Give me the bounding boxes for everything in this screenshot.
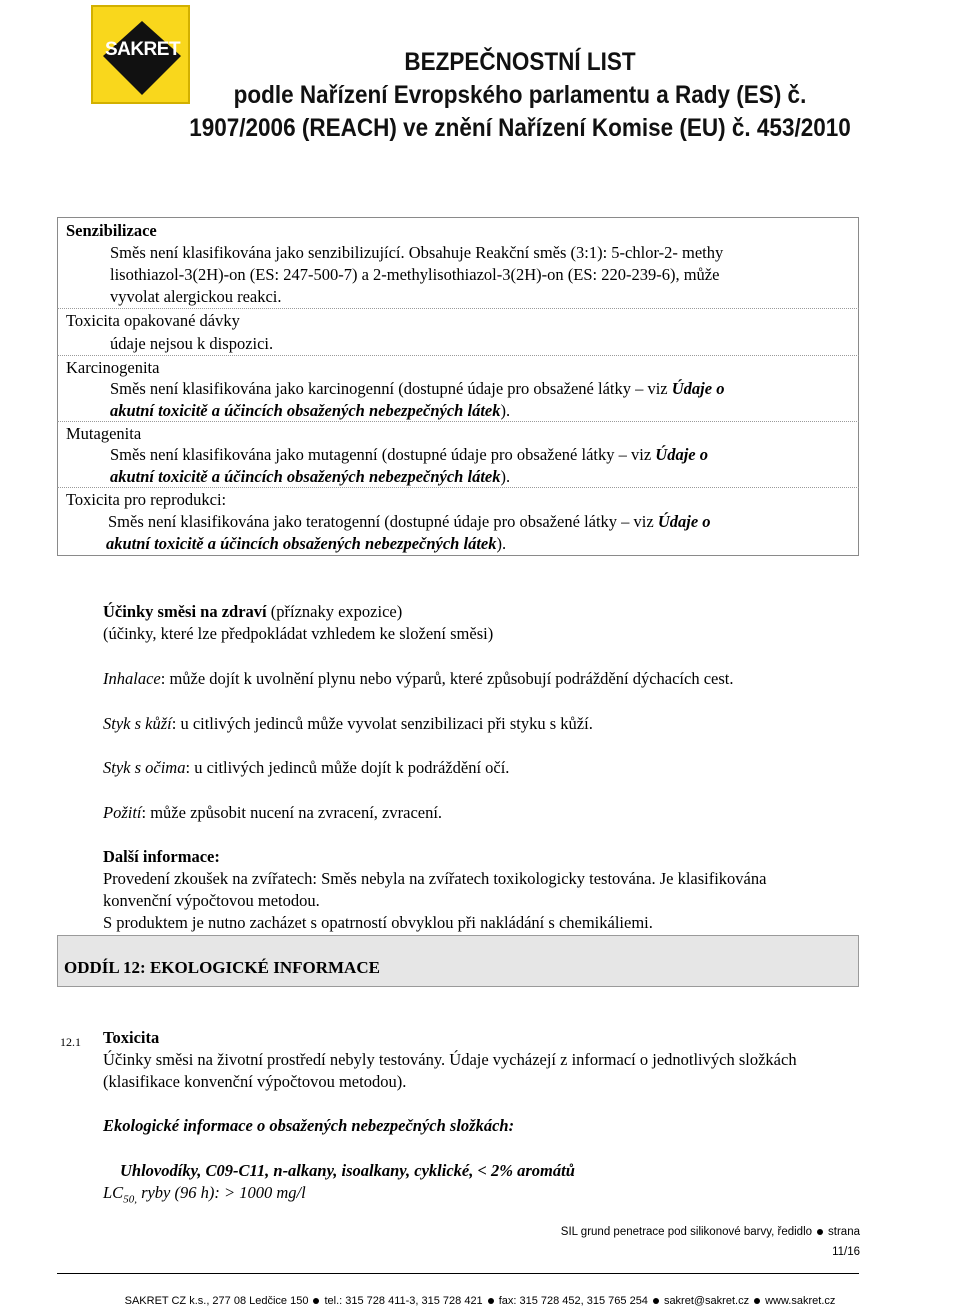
- more-info-text: Provedení zkoušek na zvířatech: Směs nebyla na zvířatech toxikologicky testována. Je klasifikována: [103, 869, 767, 888]
- repeated-dose-text: údaje nejsou k dispozici.: [110, 334, 274, 353]
- more-info-text: konvenční výpočtovou metodou.: [103, 891, 320, 910]
- reproduction-text: akutní toxicitě a účincích obsažených nebezpečných látek).: [106, 534, 507, 553]
- inhalation-text: Inhalace: může dojít k uvolnění plynu nebo výparů, které způsobují podráždění dýchacích cest.: [103, 669, 734, 688]
- toxicity-text: Účinky směsi na životní prostředí nebyly testovány. Údaje vycházejí z informací o jednotlivých složkách: [103, 1050, 797, 1069]
- sensitization-text: lisothiazol-3(2H)-on (ES: 247-500-7) a 2-methylisothiazol-3(2H)-on (ES: 220-239-6), může: [110, 265, 720, 284]
- repeated-dose-title: Toxicita opakované dávky: [66, 311, 240, 330]
- mutagenicity-text: akutní toxicitě a účincích obsažených nebezpečných látek).: [110, 467, 511, 486]
- mutagenicity-title: Mutagenita: [66, 424, 142, 443]
- bullet-icon: [653, 1298, 659, 1304]
- reproduction-title: Toxicita pro reprodukci:: [66, 490, 227, 509]
- subsection-number: 12.1: [60, 1035, 81, 1049]
- title-line-1: BEZPEČNOSTNÍ LIST: [404, 48, 636, 76]
- lc50-value: $LC_{50,}$ ryby (96 h): > 1000 mg/l: [103, 1183, 306, 1206]
- section-12-header: [57, 935, 859, 987]
- carcinogenicity-text: Směs není klasifikována jako karcinogenní (dostupné údaje pro obsažené látky – viz Údaje o: [110, 379, 725, 398]
- sensitization-title: Senzibilizace: [66, 221, 157, 240]
- footer-divider: [57, 1273, 859, 1274]
- mutagenicity-text: Směs není klasifikována jako mutagenní (dostupné údaje pro obsažené látky – viz Údaje o: [110, 445, 708, 464]
- footer-document-name: SIL grund penetrace pod silikonové barvy, ředidlo strana: [560, 1226, 860, 1238]
- footer-page-number: 11/16: [832, 1246, 860, 1258]
- ingestion-text: Požití: může způsobit nucení na zvracení, zvracení.: [103, 803, 443, 822]
- table-divider: [57, 308, 859, 309]
- title-line-2: podle Nařízení Evropského parlamentu a Rady (ES) č.: [233, 81, 807, 109]
- section-12-title: ODDÍL 12: EKOLOGICKÉ INFORMACE: [64, 958, 380, 977]
- carcinogenicity-title: Karcinogenita: [66, 358, 160, 377]
- health-effects-title: Účinky směsi na zdraví (příznaky expozice): [103, 602, 403, 621]
- logo-text: SAKRET: [104, 39, 181, 60]
- table-divider: [57, 355, 859, 356]
- bullet-icon: [313, 1298, 319, 1304]
- sakret-logo: [91, 5, 190, 104]
- title-line-3: 1907/2006 (REACH) ve znění Nařízení Komise (EU) č. 453/2010: [189, 114, 851, 142]
- carcinogenicity-text: akutní toxicitě a účincích obsažených nebezpečných látek).: [110, 401, 511, 420]
- health-effects-subtitle: (účinky, které lze předpokládat vzhledem ke složení směsi): [103, 624, 494, 643]
- more-info-text: S produktem je nutno zacházet s opatrností obvyklou při nakládání s chemikáliemi.: [103, 913, 653, 932]
- toxicity-text: (klasifikace konvenční výpočtovou metodou).: [103, 1072, 407, 1091]
- skin-contact-text: Styk s kůží: u citlivých jedinců může vyvolat senzibilizaci při styku s kůží.: [103, 714, 593, 733]
- eco-components-title: Ekologické informace o obsažených nebezpečných složkách:: [103, 1116, 515, 1135]
- toxicity-title: Toxicita: [103, 1028, 160, 1047]
- footer-contact: SAKRET CZ k.s., 277 08 Ledčice 150 tel.: 315 728 411-3, 315 728 421 fax: 315 728 452, 315 765 254 sakret@sakret.cz www.sakret.cz: [124, 1295, 836, 1307]
- document-title: [187, 46, 853, 145]
- sensitization-text: Směs není klasifikována jako senzibilizující. Obsahuje Reakční směs (3:1): 5-chlor-2- methy: [110, 243, 724, 262]
- more-info-title: Další informace:: [103, 847, 220, 866]
- component-name: Uhlovodíky, C09-C11, n-alkany, isoalkany, cyklické, < 2% aromátů: [120, 1161, 575, 1180]
- bullet-icon: [754, 1298, 760, 1304]
- bullet-icon: [488, 1298, 494, 1304]
- reproduction-text: Směs není klasifikována jako teratogenní (dostupné údaje pro obsažené látky – viz Údaje o: [108, 512, 711, 531]
- bullet-icon: [817, 1229, 823, 1235]
- eye-contact-text: Styk s očima: u citlivých jedinců může dojít k podráždění očí.: [103, 758, 510, 777]
- sensitization-text: vyvolat alergickou reakci.: [110, 287, 282, 306]
